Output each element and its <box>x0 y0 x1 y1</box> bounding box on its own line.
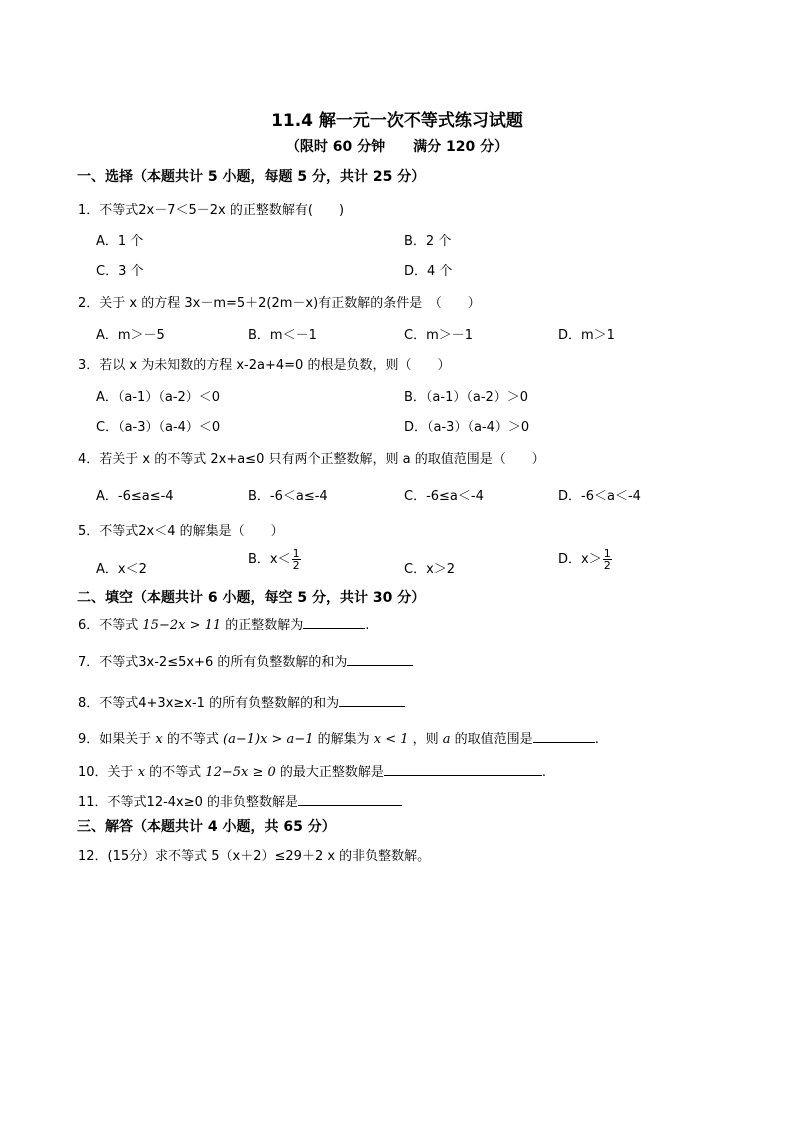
q9-expression: (a−1)x > a−1 <box>223 732 314 747</box>
q5-option-d <box>558 548 612 571</box>
q3-option-a: A．（a-1）（a-2）＜0 <box>96 390 221 405</box>
q3-option-c: C．（a-3）（a-4）＜0 <box>96 420 221 435</box>
question-12: 12．(15分）求不等式 5（x＋2）≤29＋2 x 的非负整数解。 <box>78 849 431 864</box>
q5-option-b-prefix: B．x＜ <box>248 552 291 567</box>
q6-end: . <box>365 618 370 633</box>
page-title: 11.4 解一元一次不等式练习试题 <box>271 111 523 131</box>
question-3-stem: 3．若以 x 为未知数的方程 x-2a+4=0 的根是负数，则（ ） <box>78 358 451 373</box>
q9-part: ，则 <box>408 732 443 747</box>
q9-part: 9．如果关于 <box>78 732 156 747</box>
q10-part: 10．关于 <box>78 765 138 780</box>
q4-option-c: C．-6≤a＜-4 <box>404 489 484 504</box>
q1-option-d: D．4 个 <box>404 264 453 279</box>
fraction-numerator: 1 <box>292 547 300 560</box>
q1-option-b: B．2 个 <box>404 234 452 249</box>
question-5-stem: 5．不等式2x＜4 的解集是（ ） <box>78 524 284 539</box>
q9-var-a: a <box>442 732 451 747</box>
section-heading-answer: 三、解答（本题共计 4 小题，共 65 分） <box>77 819 336 835</box>
section-heading-fill: 二、填空（本题共计 6 小题，每空 5 分，共计 30 分） <box>77 590 426 606</box>
q1-option-a: A．1 个 <box>96 234 144 249</box>
q10-end: . <box>541 765 547 780</box>
fraction-denominator: 2 <box>603 559 611 572</box>
q4-option-d: D．-6＜a＜-4 <box>558 489 641 504</box>
answer-blank[interactable] <box>339 693 405 707</box>
q10-part: 的最大正整数解是 <box>275 765 384 780</box>
question-7 <box>78 651 413 670</box>
q11-text: 11．不等式12-4x≥0 的非负整数解是 <box>78 795 299 810</box>
q4-option-b: B．-6＜a≤-4 <box>248 489 328 504</box>
q9-part: 的取值范围是 <box>450 732 533 747</box>
answer-blank[interactable] <box>347 652 413 666</box>
q9-solution-set: x < 1 <box>373 732 409 747</box>
q9-var-x: x <box>155 732 163 747</box>
q5-option-b <box>248 548 301 571</box>
q5-option-c: C．x＞2 <box>404 562 456 577</box>
q2-option-d: D．m＞1 <box>558 328 615 343</box>
q4-option-a: A．-6≤a≤-4 <box>96 489 174 504</box>
q3-option-b: B．（a-1）（a-2）＞0 <box>404 390 529 405</box>
question-10 <box>78 761 546 780</box>
answer-blank[interactable] <box>298 792 402 806</box>
question-6 <box>78 614 369 633</box>
q10-var-x: x <box>137 765 146 780</box>
question-11 <box>78 791 402 810</box>
q6-prefix: 6．不等式 <box>78 618 143 633</box>
fraction-numerator: 1 <box>603 547 611 560</box>
q10-expression: 12−5x ≥ 0 <box>205 765 276 780</box>
page-subtitle <box>0 136 794 156</box>
answer-blank[interactable] <box>533 729 595 743</box>
q7-text: 7．不等式3x-2≤5x+6 的所有负整数解的和为 <box>78 655 348 670</box>
q8-text: 8．不等式4+3x≥x-1 的所有负整数解的和为 <box>78 696 340 711</box>
question-4-stem: 4．若关于 x 的不等式 2x+a≤0 只有两个正整数解，则 a 的取值范围是（ ） <box>78 452 545 467</box>
answer-blank[interactable] <box>303 615 365 629</box>
fraction <box>292 548 301 571</box>
q9-part: 的不等式 <box>162 732 224 747</box>
q6-suffix: 的正整数解为 <box>221 618 304 633</box>
q10-part: 的不等式 <box>145 765 206 780</box>
fraction-denominator: 2 <box>292 559 300 572</box>
q9-end: . <box>594 732 599 747</box>
q9-part: 的解集为 <box>313 732 374 747</box>
question-9 <box>78 728 599 747</box>
question-8 <box>78 692 405 711</box>
answer-blank[interactable] <box>384 762 542 776</box>
time-limit: （限时 60 分钟 <box>285 139 386 155</box>
q2-option-b: B．m＜－1 <box>248 328 317 343</box>
q5-option-d-prefix: D．x＞ <box>558 552 602 567</box>
question-1-stem: 1．不等式2x－7＜5－2x 的正整数解有( ) <box>78 203 345 218</box>
q1-option-c: C．3 个 <box>96 264 144 279</box>
q2-option-a: A．m＞－5 <box>96 328 165 343</box>
question-2-stem: 2．关于 x 的方程 3x－m=5＋2(2m－x)有正数解的条件是 （ ） <box>78 296 481 311</box>
section-heading-choice: 一、选择（本题共计 5 小题，每题 5 分，共计 25 分） <box>77 169 426 185</box>
q2-option-c: C．m＞－1 <box>404 328 474 343</box>
q5-option-a: A．x＜2 <box>96 562 147 577</box>
fraction <box>603 548 612 571</box>
full-score: 满分 120 分） <box>413 139 509 155</box>
q3-option-d: D．（a-3）（a-4）＞0 <box>404 420 530 435</box>
q6-expression: 15−2x > 11 <box>142 618 222 633</box>
